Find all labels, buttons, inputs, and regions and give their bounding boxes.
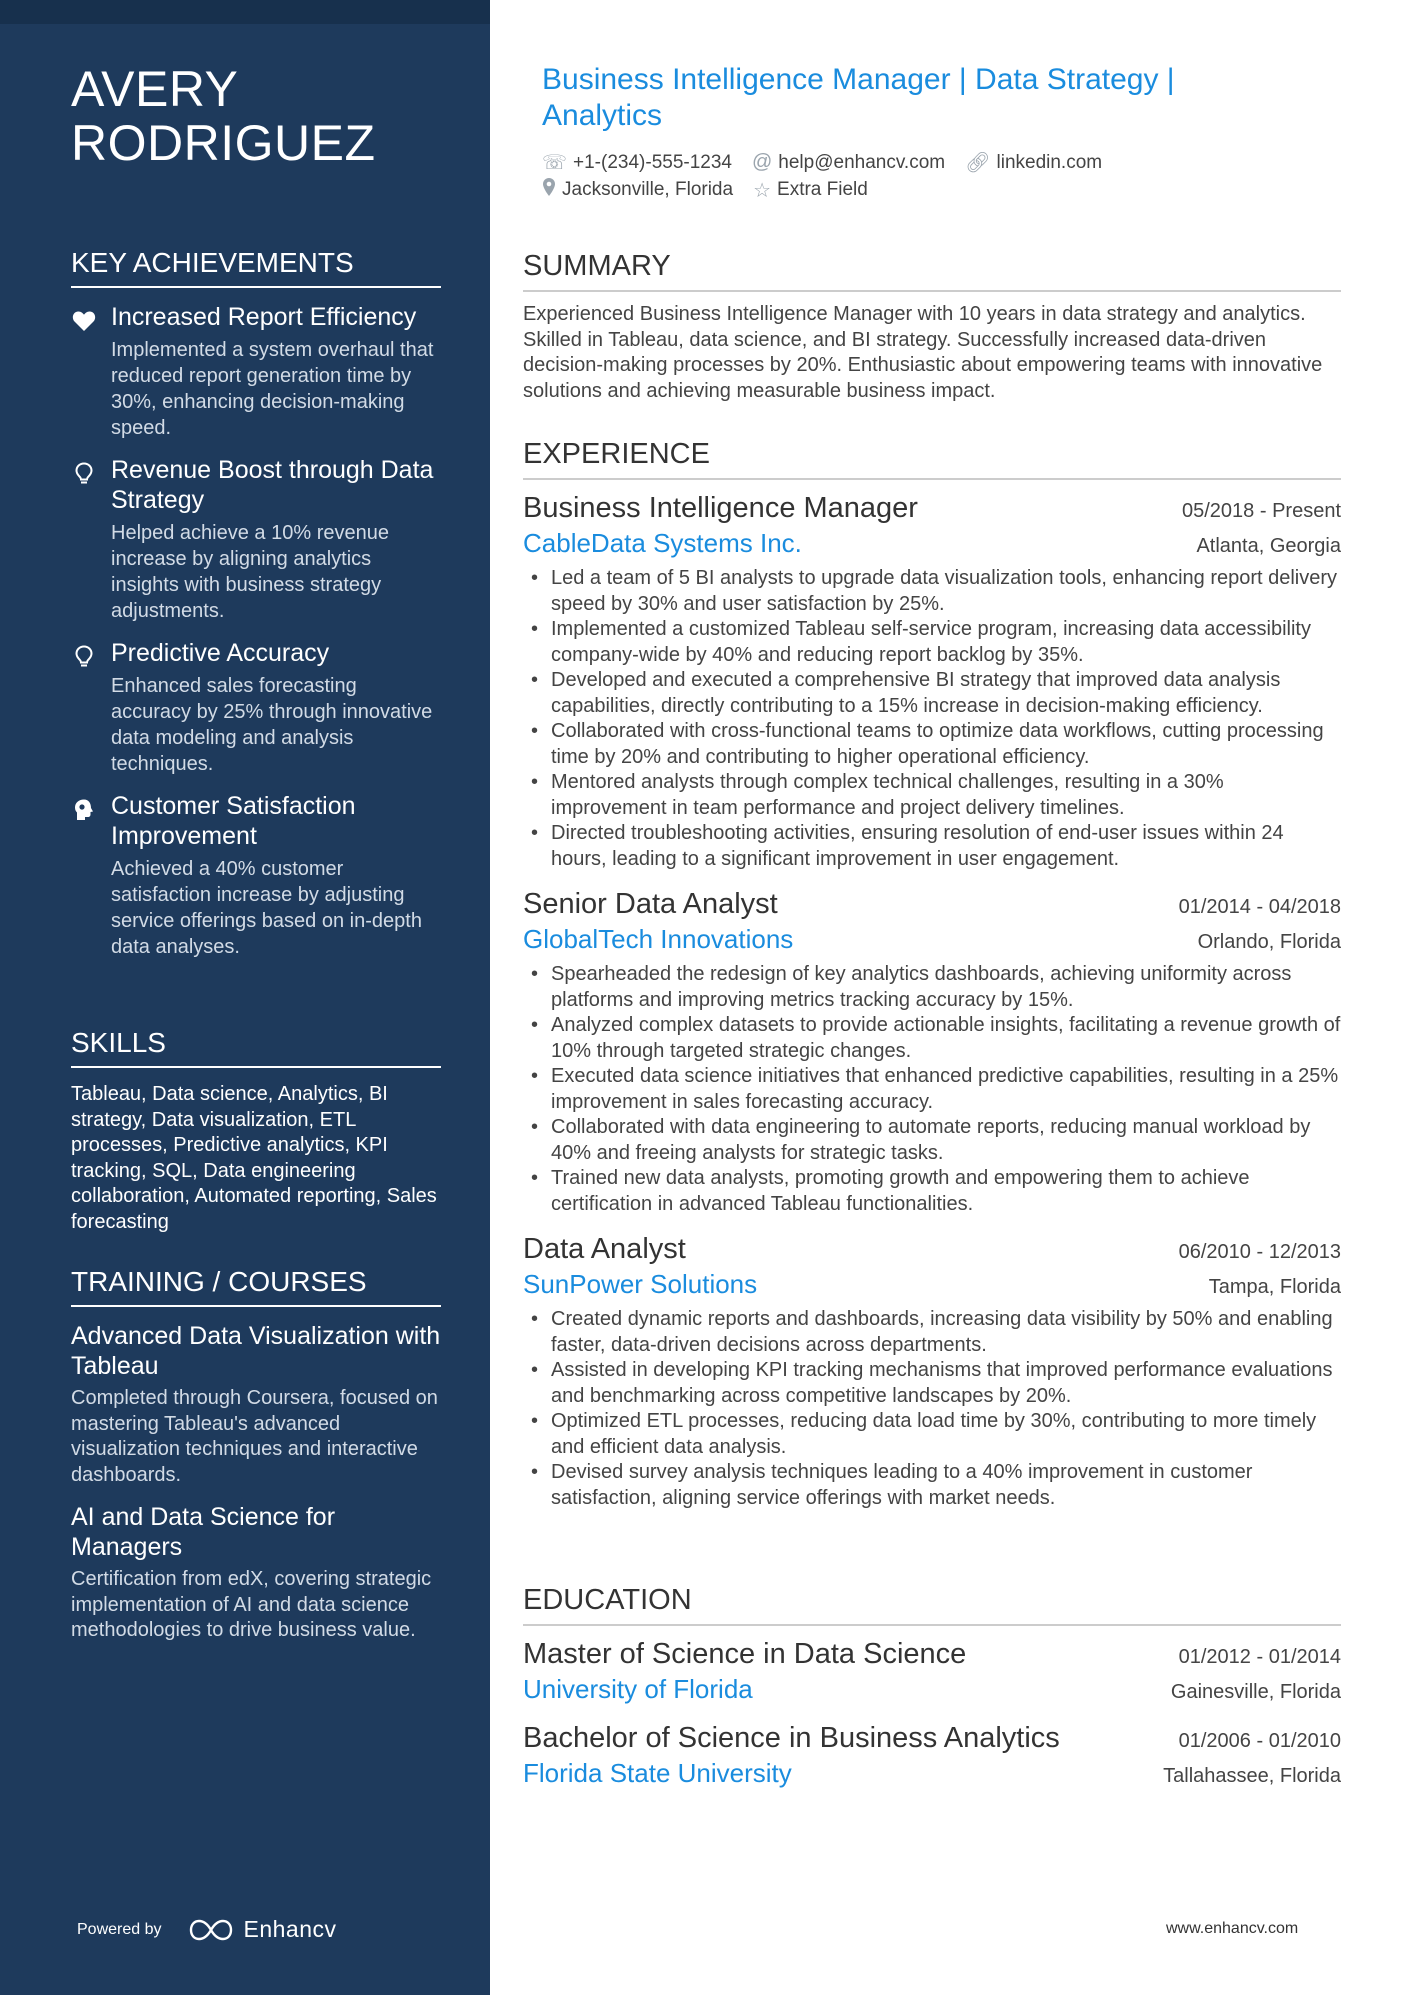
role-location: Orlando, Florida: [1197, 931, 1341, 953]
role-bullets: [523, 1307, 1341, 1511]
bullet-item: • Mentored analysts through complex technical challenges, resulting in a 30% improvement in team performance and project delivery timelines.: [523, 770, 1341, 821]
contact-email[interactable]: [752, 150, 945, 175]
role-date: 06/2010 - 12/2013: [1178, 1241, 1341, 1263]
lightbulb-icon: [71, 461, 97, 487]
course-title: AI and Data Science for Managers: [71, 1503, 336, 1561]
location-pin-icon: [542, 177, 556, 203]
contact-extra: [753, 177, 868, 203]
degree-title: Bachelor of Science in Business Analytics: [523, 1722, 1060, 1754]
infinity-icon: [188, 1918, 234, 1942]
achievement-item: [71, 302, 441, 441]
experience-section: [523, 436, 1341, 1525]
role-location: Tampa, Florida: [1208, 1276, 1341, 1298]
bullet-item: • Collaborated with data engineering to automate reports, reducing manual workload by 40% and freeing analysts for strategic tasks.: [523, 1115, 1341, 1166]
bullet-item: • Devised survey analysis techniques leading to a 40% improvement in customer satisfaction, aligning service offerings with market needs.: [523, 1460, 1341, 1511]
bullet-item: • Directed troubleshooting activities, ensuring resolution of end-user issues within 24 hours, leading to a significant improvement in user engagement.: [523, 821, 1341, 872]
education-date: 01/2012 - 01/2014: [1178, 1646, 1341, 1668]
at-icon: @: [751, 151, 773, 173]
skills-heading: SKILLS: [71, 1026, 441, 1068]
link-icon: 🔗︎: [965, 152, 991, 174]
phone-icon: ☏: [542, 152, 568, 174]
role-title: Senior Data Analyst: [523, 888, 778, 920]
experience-entry: [523, 1231, 1341, 1511]
powered-by: [77, 1916, 337, 1943]
role-title: Data Analyst: [523, 1233, 686, 1265]
school-name: University of Florida: [523, 1674, 753, 1704]
bullet-item: • Assisted in developing KPI tracking mechanisms that improved performance evaluations and benchmarking across competitive landscapes by 20%.: [523, 1358, 1341, 1409]
phone-text: +1-(234)-555-1234: [573, 151, 732, 173]
education-heading: EDUCATION: [523, 1582, 1341, 1626]
degree-title: Master of Science in Data Science: [523, 1638, 967, 1670]
key-achievements-section: [71, 246, 441, 974]
achievement-item: [71, 638, 441, 777]
bullet-item: • Developed and executed a comprehensive BI strategy that improved data analysis capabilities, directly contributing to a 15% increase in decision-making efficiency.: [523, 668, 1341, 719]
role-date: 05/2018 - Present: [1182, 500, 1341, 522]
school-location: Tallahassee, Florida: [1163, 1765, 1341, 1787]
achievement-title: Predictive Accuracy: [111, 639, 330, 667]
course-item: [71, 1502, 441, 1644]
course-description: Certification from edX, covering strategic implementation of AI and data science methodologies to drive business value.: [71, 1568, 432, 1641]
bullet-item: • Spearheaded the redesign of key analytics dashboards, achieving uniformity across platforms and improving metrics tracking accuracy by 15%.: [523, 962, 1341, 1013]
achievement-title: Revenue Boost through Data Strategy: [111, 456, 434, 514]
role-company: SunPower Solutions: [523, 1269, 758, 1299]
brand-name: Enhancv: [243, 1916, 337, 1942]
contact-location: [542, 177, 733, 203]
experience-entry: [523, 886, 1341, 1217]
star-icon: ☆: [753, 179, 772, 202]
bullet-item: • Led a team of 5 BI analysts to upgrade data visualization tools, enhancing report delivery speed by 30% and user satisfaction by 25%.: [523, 566, 1341, 617]
sidebar: [0, 0, 490, 1995]
achievement-description: Implemented a system overhaul that reduced report generation time by 30%, enhancing decision-making speed.: [111, 339, 434, 439]
achievement-title: Customer Satisfaction Improvement: [111, 792, 356, 850]
email-text[interactable]: help@enhancv.com: [778, 151, 946, 173]
summary-section: [523, 248, 1341, 404]
contact-row-2: [542, 177, 1322, 203]
experience-entry: [523, 490, 1341, 872]
bullet-item: • Analyzed complex datasets to provide actionable insights, facilitating a revenue growth of 10% through targeted strategic changes.: [523, 1013, 1341, 1064]
training-heading: TRAINING / COURSES: [71, 1265, 441, 1307]
key-achievements-heading: KEY ACHIEVEMENTS: [71, 246, 441, 288]
role-location: Atlanta, Georgia: [1196, 535, 1341, 557]
achievement-item: [71, 455, 441, 624]
achievement-title: Increased Report Efficiency: [111, 303, 417, 331]
location-text: Jacksonville, Florida: [562, 179, 734, 200]
achievement-item: [71, 791, 441, 960]
role-company: GlobalTech Innovations: [523, 924, 794, 954]
skills-list: Tableau, Data science, Analytics, BI strategy, Data visualization, ETL processes, Predictive analytics, KPI tracking, SQL, Data engineering collaboration, Automated reporting, Sales forecasting: [71, 1083, 437, 1233]
education-date: 01/2006 - 01/2010: [1178, 1730, 1341, 1752]
bullet-item: • Implemented a customized Tableau self-service program, increasing data accessibility company-wide by 40% and reducing report backlog by 35%.: [523, 617, 1341, 668]
course-item: [71, 1321, 441, 1488]
linkedin-text[interactable]: linkedin.com: [996, 151, 1103, 173]
bullet-item: • Collaborated with cross-functional teams to optimize data workflows, cutting processing time by 20% and contributing to higher operational efficiency.: [523, 719, 1341, 770]
role-title: Business Intelligence Manager: [523, 492, 918, 524]
experience-heading: EXPERIENCE: [523, 436, 1341, 480]
bullet-item: • Executed data science initiatives that enhanced predictive capabilities, resulting in a 25% improvement in sales forecasting accuracy.: [523, 1064, 1341, 1115]
education-entry: [523, 1636, 1341, 1706]
footer-url[interactable]: www.enhancv.com: [1166, 1920, 1299, 1937]
heart-icon: [71, 308, 97, 334]
role-date: 01/2014 - 04/2018: [1178, 896, 1341, 918]
bullet-item: • Optimized ETL processes, reducing data load time by 30%, contributing to more timely and efficient data analysis.: [523, 1409, 1341, 1460]
summary-text: Experienced Business Intelligence Manager with 10 years in data strategy and analytics. Skilled in Tableau, data science, and BI strategy. Successfully increased data-driven decision-making processes by 20%. Enthusiastic about empowering teams with innovative solutions and achieving measurable business impact.: [523, 303, 1323, 402]
school-name: Florida State University: [523, 1758, 792, 1788]
brand-logo: [188, 1916, 337, 1943]
role-bullets: [523, 962, 1341, 1217]
extra-text: Extra Field: [777, 179, 868, 200]
contact-row-1: [542, 150, 1322, 175]
sidebar-top-bar: [0, 0, 490, 24]
lightbulb-icon: [71, 644, 97, 670]
education-section: [523, 1582, 1341, 1804]
skills-section: [71, 1026, 441, 1235]
candidate-name: AVERY RODRIGUEZ: [71, 61, 376, 171]
headline: Business Intelligence Manager | Data Strategy | Analytics: [542, 63, 1175, 132]
summary-heading: SUMMARY: [523, 248, 1341, 292]
achievement-description: Helped achieve a 10% revenue increase by aligning analytics insights with business strategy adjustments.: [111, 522, 389, 622]
contact-phone: [542, 150, 732, 175]
achievement-description: Achieved a 40% customer satisfaction increase by adjusting service offerings based on in-depth data analyses.: [111, 858, 422, 958]
bullet-item: • Trained new data analysts, promoting growth and empowering them to achieve certification in advanced Tableau functionalities.: [523, 1166, 1341, 1217]
brain-icon: [71, 797, 97, 823]
education-entry: [523, 1720, 1341, 1790]
contact-linkedin[interactable]: [965, 150, 1102, 175]
course-title: Advanced Data Visualization with Tableau: [71, 1322, 441, 1380]
role-company: CableData Systems Inc.: [523, 528, 802, 558]
bullet-item: • Created dynamic reports and dashboards, increasing data visibility by 50% and enabling faster, data-driven decisions across departments.: [523, 1307, 1341, 1358]
achievement-description: Enhanced sales forecasting accuracy by 25% through innovative data modeling and analysis techniques.: [111, 675, 433, 775]
course-description: Completed through Coursera, focused on mastering Tableau's advanced visualization techniques and interactive dashboards.: [71, 1387, 438, 1486]
training-section: [71, 1265, 441, 1658]
powered-by-label: Powered by: [77, 1920, 162, 1938]
school-location: Gainesville, Florida: [1170, 1681, 1341, 1703]
role-bullets: [523, 566, 1341, 872]
